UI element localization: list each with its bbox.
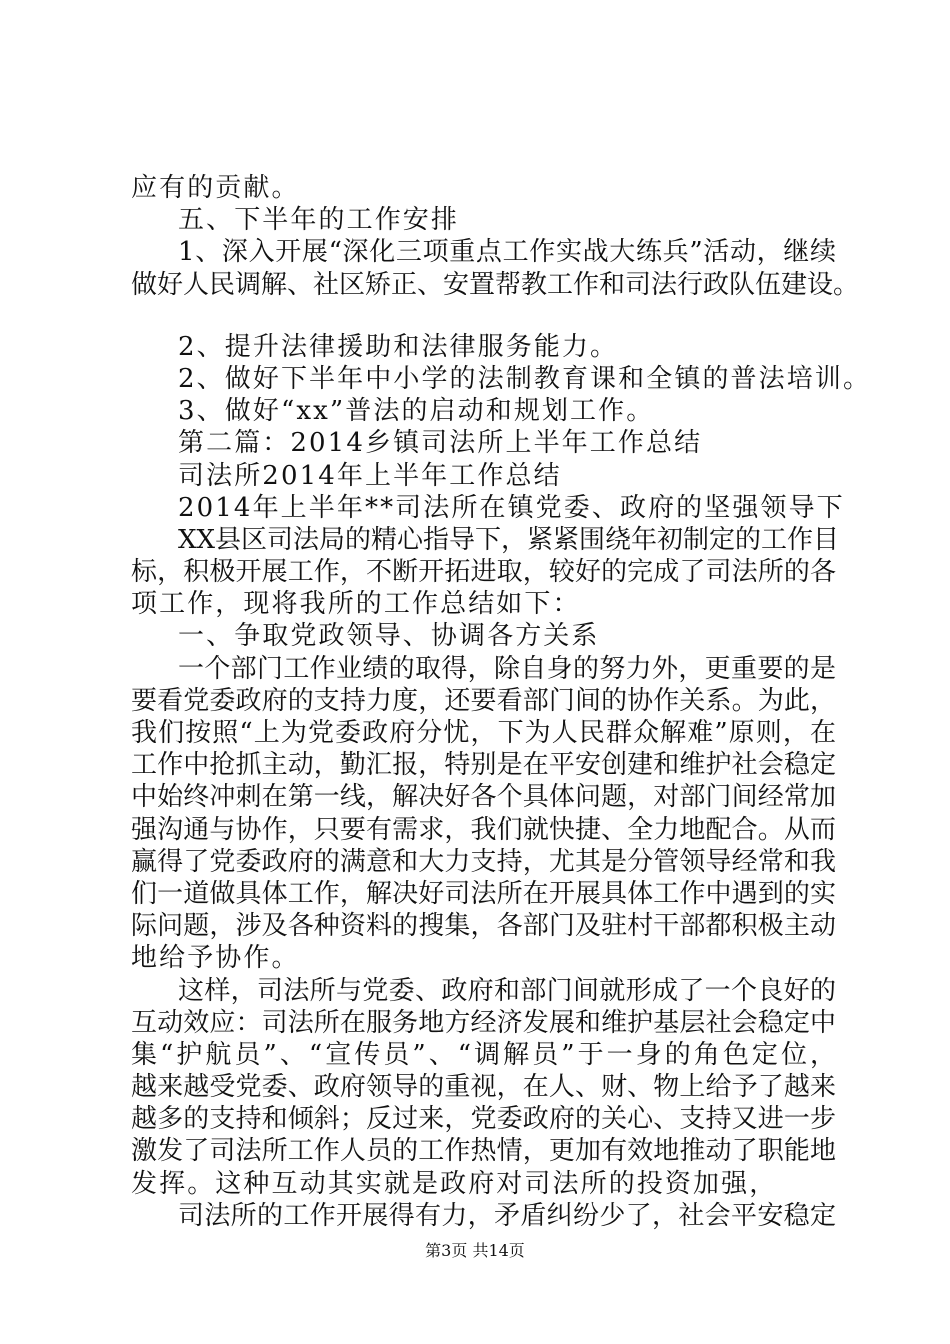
text-line: 互动效应：司法所在服务地方经济发展和维护基层社会稳定中	[131, 1007, 836, 1038]
text-line: 司法所的工作开展得有力，矛盾纠纷少了，社会平安稳定	[178, 1200, 836, 1231]
text-line: 地给予协作。	[131, 943, 300, 974]
text-line: 际问题，涉及各种资料的搜集，各部门及驻村干部都积极主动	[131, 911, 836, 942]
text-line: 2、提升法律援助和法律服务能力。	[178, 331, 619, 362]
chapter-heading: 第二篇：2014乡镇司法所上半年工作总结	[178, 428, 703, 459]
text-line: 2014年上半年**司法所在镇党委、政府的坚强领导下	[178, 492, 845, 523]
text-line: 3、做好“xx”普法的启动和规划工作。	[178, 396, 655, 427]
text-line: 这样，司法所与党委、政府和部门间就形成了一个良好的	[178, 975, 836, 1006]
section-heading: 五、下半年的工作安排	[178, 205, 460, 236]
text-line: 赢得了党委政府的满意和大力支持，尤其是分管领导经常和我	[131, 846, 836, 877]
text-line: 强沟通与协作，只要有需求，我们就快捷、全力地配合。从而	[131, 814, 836, 845]
text-line: 一个部门工作业绩的取得，除自身的努力外，更重要的是	[178, 653, 836, 684]
page-number-footer: 第3页 共14页	[425, 1241, 525, 1260]
text-line: 应有的贡献。	[131, 173, 300, 203]
section-heading: 一、争取党政领导、协调各方关系	[178, 621, 600, 652]
text-line: 中始终冲刺在第一线，解决好各个具体问题，对部门间经常加	[131, 782, 836, 813]
document-title: 司法所2014年上半年工作总结	[178, 460, 562, 491]
text-line: 激发了司法所工作人员的工作热情，更加有效地推动了职能地	[131, 1136, 836, 1167]
text-line: 2、做好下半年中小学的法制教育课和全镇的普法培训。	[178, 363, 872, 394]
paragraph-gap	[131, 301, 836, 331]
text-line: 1、深入开展“深化三项重点工作实战大练兵”活动，继续	[178, 237, 836, 268]
text-line: 项工作，现将我所的工作总结如下：	[131, 589, 581, 620]
text-line: 集“护航员”、“宣传员”、“调解员”于一身的角色定位，	[131, 1039, 836, 1070]
text-line: XX县区司法局的精心指导下，紧紧围绕年初制定的工作目	[178, 524, 840, 555]
text-line: 发挥。这种互动其实就是政府对司法所的投资加强，	[131, 1168, 778, 1199]
text-line: 我们按照“上为党委政府分忧，下为人民群众解难”原则，在	[131, 718, 836, 748]
text-line: 越多的支持和倾斜；反过来，党委政府的关心、支持又进一步	[131, 1104, 836, 1135]
text-line: 越来越受党委、政府领导的重视，在人、财、物上给予了越来	[131, 1072, 836, 1103]
text-line: 们一道做具体工作，解决好司法所在开展具体工作中遇到的实	[131, 878, 836, 909]
text-line: 标，积极开展工作，不断开拓进取，较好的完成了司法所的各	[131, 557, 836, 588]
text-line: 做好人民调解、社区矫正、安置帮教工作和司法行政队伍建设。	[131, 269, 860, 300]
document-body	[131, 172, 872, 1232]
text-line: 工作中抢抓主动，勤汇报，特别是在平安创建和维护社会稳定	[131, 750, 836, 781]
text-line: 要看党委政府的支持力度，还要看部门间的协作关系。为此，	[131, 685, 836, 716]
